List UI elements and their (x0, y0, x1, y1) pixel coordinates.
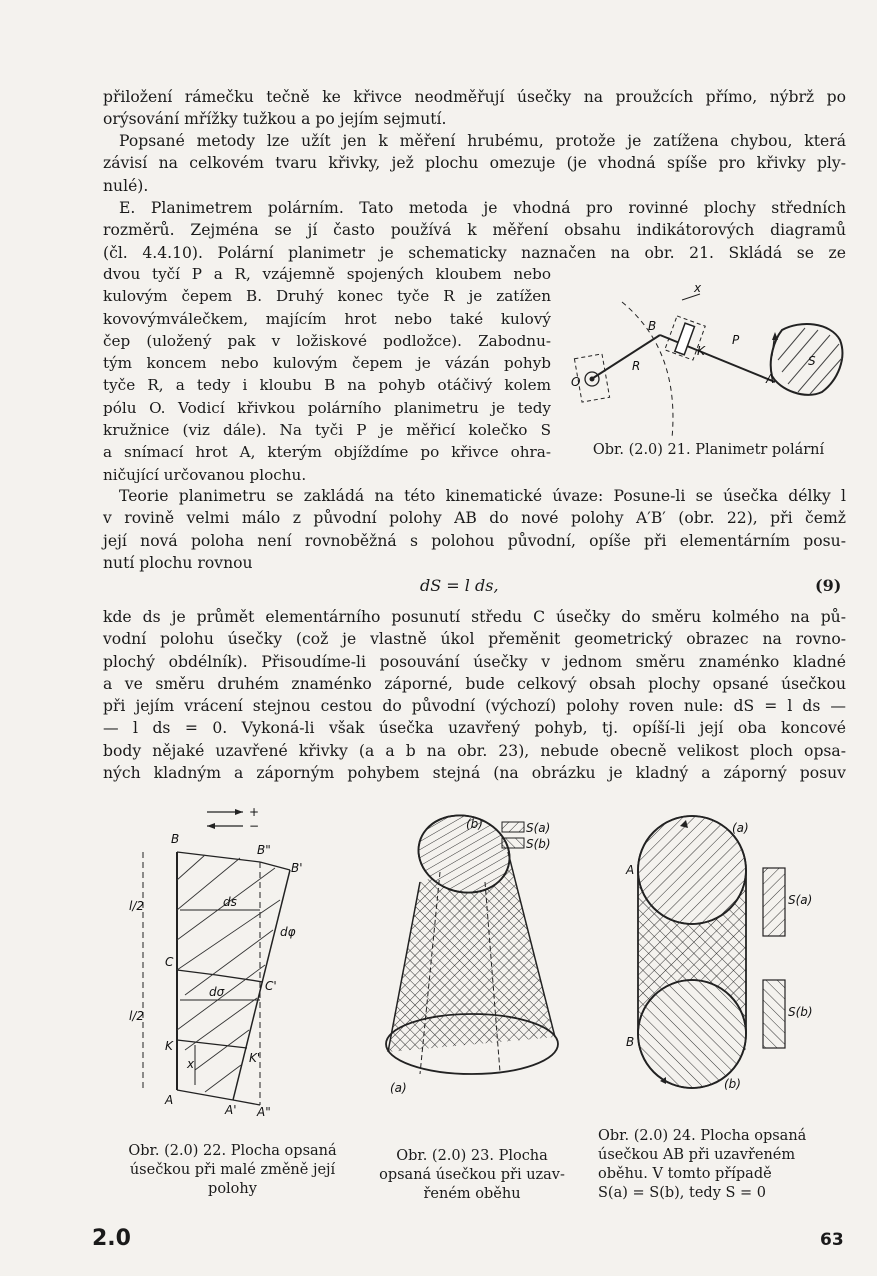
text-line: Teorie planimetru se zakládá na této kinematické úvaze: Posune-li se úsečka délky l (119, 487, 846, 505)
paragraph-5 (103, 606, 846, 784)
legend-S-b: S(b) (526, 837, 551, 851)
caption-line: Obr. (2.0) 22. Plocha opsaná (128, 1143, 337, 1159)
text-line: dvou tyčí P a R, vzájemně spojených kloubem nebo (103, 265, 551, 283)
label-K: K (165, 1039, 173, 1053)
caption-line: úsečkou AB při uzavřeném (598, 1147, 796, 1163)
text-line: pólu O. Vodicí křivkou polárního planimetru je tedy (103, 398, 551, 417)
label-x: x (694, 281, 702, 295)
text-line: body nějaké uzavřené křivky (a a b na obr. 23), nebude obecně velikost ploch opsa- (103, 741, 846, 760)
label-ds: ds (223, 895, 237, 909)
label-A-double-prime: A" (257, 1105, 271, 1119)
label-B: B (626, 1035, 635, 1049)
label-R: R (632, 359, 641, 373)
label-a: (a) (732, 821, 749, 835)
legend-S-b: S(b) (788, 1005, 813, 1019)
text-line: (čl. 4.4.10). Polární planimetr je schematicky naznačen na obr. 21. Skládá se ze (103, 243, 846, 262)
caption-line: S(a) = S(b), tedy S = 0 (598, 1185, 767, 1201)
page-number: 63 (820, 1230, 844, 1250)
paragraph-4 (103, 485, 846, 574)
figure-21-caption: Obr. (2.0) 21. Planimetr polární (592, 442, 825, 458)
text-line: a snímací hrot A, kterým objíždíme po křivce ohra- (103, 443, 551, 462)
text-line: závisí na celkovém tvaru křivky, jež plochu omezuje (je vhodná spíše pro křivky ply- (103, 154, 846, 173)
equation-number: (9) (815, 576, 842, 595)
label-half-length-bottom: l/2 (129, 1009, 145, 1023)
section-number: 2.0 (92, 1226, 131, 1251)
caption-line: polohy (208, 1181, 257, 1197)
label-C: C (165, 955, 174, 969)
figure-23-cone-surface (380, 812, 565, 1102)
label-b: (b) (466, 817, 483, 831)
label-A-prime: A' (225, 1103, 237, 1117)
caption-line: Obr. (2.0) 23. Plocha (396, 1148, 548, 1164)
text-line: plochý obdélník). Přisoudíme-li posouvání úsečky v jednom směru znaménko kladné (103, 652, 846, 671)
text-line: kde ds je průmět elementárního posunutí středu C úsečky do směru kolmého na pů- (103, 608, 846, 626)
label-C-prime: C' (265, 979, 277, 993)
figure-21-planimeter (560, 280, 845, 440)
text-line: nulé). (103, 176, 149, 195)
label-B: B (648, 319, 657, 333)
label-a: (a) (390, 1081, 407, 1095)
caption-line: opsaná úsečkou při uzav- (379, 1167, 565, 1183)
text-line: ných kladným a záporným pohybem stejná (na obrázku je kladný a záporný posuv (103, 764, 846, 783)
text-line: ničující určovanou plochu. (103, 465, 307, 484)
label-dsigma: dσ (209, 985, 225, 999)
legend-S-a: S(a) (788, 893, 813, 907)
figure-24-two-circles (620, 812, 830, 1102)
label-minus: − (249, 819, 260, 833)
paragraph-1 (103, 86, 846, 131)
text-line: tyče R, a tedy i kloubu B na pohyb otáčivý kolem (103, 376, 551, 395)
caption-line: oběhu. V tomto případě (598, 1166, 772, 1182)
paragraph-3-narrow (103, 263, 551, 486)
label-B-double-prime: B" (257, 843, 271, 857)
text-line: E. Planimetrem polárním. Tato metoda je vhodná pro rovinné plochy středních (119, 199, 846, 217)
label-K: K (697, 344, 705, 358)
figure-23-caption (372, 1147, 572, 1204)
label-S: S (808, 354, 816, 368)
label-B: B (171, 832, 180, 846)
text-line: nutí plochu rovnou (103, 553, 253, 572)
text-line: její nová poloha není rovnoběžná s polohou původní, opíše při elementárním posu- (103, 531, 846, 550)
text-line: tým koncem nebo kulovým čepem je vázán pohyb (103, 354, 551, 373)
label-K-prime: K' (249, 1051, 261, 1065)
label-B-prime: B' (291, 861, 303, 875)
label-half-length-top: l/2 (129, 899, 145, 913)
text-line: — l ds = 0. Vykoná-li však úsečka uzavřený pohyb, tj. opíší-li její oba koncové (103, 719, 846, 738)
label-A: A (165, 1093, 174, 1107)
text-line: v rovině velmi málo z původní polohy AB do nové polohy A′B′ (obr. 22), při čemž (103, 509, 846, 528)
paragraph-2 (103, 130, 846, 197)
text-line: a ve směru druhém znaménko záporné, bude celkový obsah plochy opsané úsečkou (103, 674, 846, 693)
label-plus: + (249, 805, 260, 819)
equation-9: dS = l ds, (420, 576, 499, 595)
text-line: čep (uložený pak v ložiskové podložce). Zabodnu- (103, 331, 551, 350)
text-line: Popsané metody lze užít jen k měření hrubému, protože je zatížena chybou, která (119, 132, 846, 150)
caption-line: úsečkou při malé změně její (129, 1162, 336, 1178)
caption-line: Obr. (2.0) 24. Plocha opsaná (598, 1128, 807, 1144)
label-b: (b) (724, 1077, 741, 1091)
label-A: A (626, 863, 635, 877)
text-line: přiložení rámečku tečně ke křivce neodměřují úsečky na proužcích přímo, nýbrž po (103, 88, 846, 106)
figure-22-caption (110, 1142, 355, 1199)
caption-line: řeném oběhu (423, 1186, 521, 1202)
label-dphi: dφ (280, 925, 296, 939)
legend-S-a: S(a) (526, 821, 551, 835)
text-line: orýsování mřížky tužkou a po jejím sejmutí. (103, 110, 447, 129)
text-line: kulovým čepem B. Druhý konec tyče R je zatížen (103, 287, 551, 306)
label-P: P (732, 333, 740, 347)
figure-24-caption (598, 1127, 848, 1203)
text-line: při jejím vrácení stejnou cestou do původní (výchozí) polohy roven nule: dS = l ds — (103, 697, 846, 716)
label-A: A (766, 372, 775, 386)
figure-22-segment-area (125, 800, 330, 1120)
text-line: kružnice (viz dále). Na tyči P je měřicí kolečko S (103, 421, 551, 440)
text-line: kovovýmválečkem, majícím hrot nebo také kulový (103, 309, 551, 328)
text-line: rozměrů. Zejména se jí často používá k měření obsahu indikátorových diagramů (103, 221, 846, 240)
label-x: x (187, 1057, 195, 1071)
paragraph-3 (103, 197, 846, 264)
text-line: vodní polohu úsečky (což je vlastně úkol přeměnit geometrický obrazec na rovno- (103, 630, 846, 649)
label-O: O (571, 375, 581, 389)
